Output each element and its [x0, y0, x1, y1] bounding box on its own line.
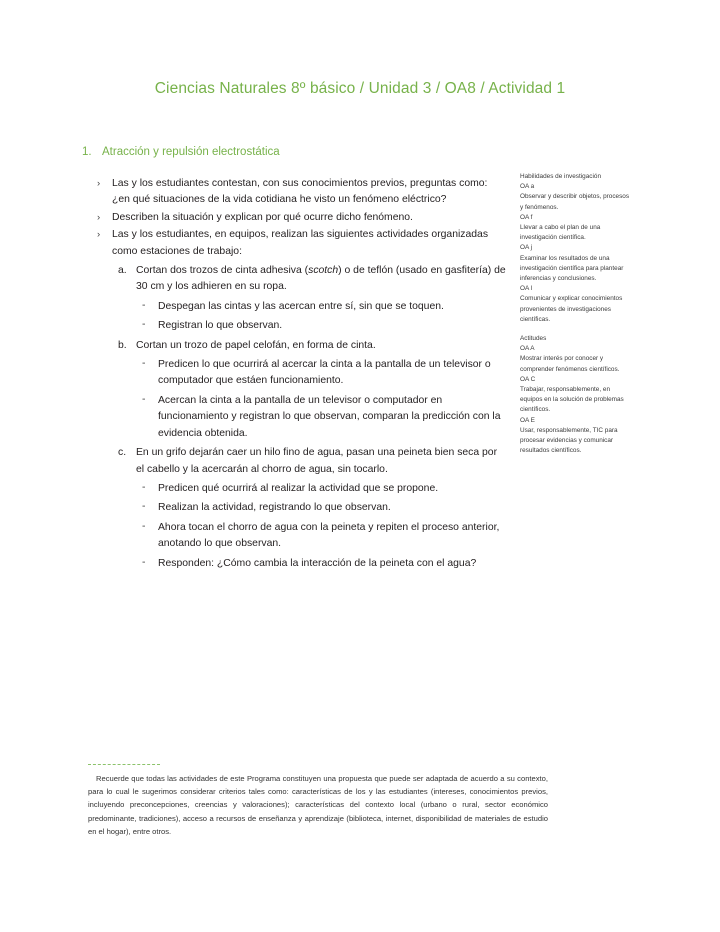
sidebar-entry-code: OA j — [520, 244, 533, 252]
sidebar-entry — [520, 416, 632, 457]
station-text: En un grifo dejarán caer un hilo fino de agua, pasan una peineta bien seca por el cabello y la acercarán al chorro de agua, sin tocarlo. — [136, 447, 498, 475]
chevron-icon: › — [97, 229, 101, 241]
sidebar-entry-code: OA l — [520, 285, 533, 293]
list-item-text: Describen la situación y explican por qué ocurre dicho fenómeno. — [112, 211, 413, 223]
sidebar-section-title: Actitudes — [520, 335, 547, 343]
station-text-before: Cortan dos trozos de cinta adhesiva ( — [136, 265, 309, 277]
station-item — [114, 338, 508, 354]
dash-icon: - — [142, 358, 146, 370]
station-label: c. — [118, 447, 127, 459]
sidebar-entry-text: Usar, responsablemente, TIC para procesar evidencias y comunicar resultados científicos. — [520, 426, 618, 455]
list-item-text: Las y los estudiantes, en equipos, realizan las siguientes actividades organizadas como estaciones de trabajo: — [112, 229, 489, 257]
station-item — [114, 445, 508, 478]
sidebar-entry — [520, 182, 632, 213]
list-item — [96, 176, 508, 209]
sidebar-spacer — [520, 325, 632, 334]
sidebar-section-title: Habilidades de investigación — [520, 173, 602, 180]
sidebar-entry-code: OA C — [520, 375, 536, 383]
objectives-sidebar — [520, 172, 632, 456]
sidebar-entry — [520, 284, 632, 325]
sidebar-entry — [520, 213, 632, 244]
activity-heading — [82, 146, 502, 158]
step-text: Registran lo que observan. — [158, 320, 283, 332]
step-item — [136, 299, 508, 315]
step-item — [136, 556, 508, 572]
chevron-icon: › — [97, 178, 101, 189]
step-text: Predicen qué ocurrirá al realizar la actividad que se propone. — [158, 482, 439, 494]
sidebar-entry — [520, 375, 632, 416]
sidebar-entry-code: OA a — [520, 183, 535, 191]
sidebar-entry-code: OA E — [520, 416, 535, 424]
station-text: Cortan un trozo de papel celofán, en forma de cinta. — [136, 339, 376, 351]
sidebar-entry-text: Llevar a cabo el plan de una investigación científica. — [520, 224, 601, 242]
sidebar-entry-text: Examinar los resultados de una investigación científica para plantear inferencias y conclusiones. — [520, 254, 624, 283]
sidebar-entry-code: OA f — [520, 213, 533, 221]
sidebar-entry — [520, 344, 632, 375]
station-text-italic: scotch — [308, 265, 339, 277]
sidebar-entry-text: Mostrar interés por conocer y comprender fenómenos científicos. — [520, 355, 620, 373]
chevron-icon: › — [97, 211, 101, 223]
step-text: Predicen lo que ocurrirá al acercar la cinta a la pantalla de un televisor o computador que estáen funcionamiento. — [158, 359, 491, 387]
step-text: Responden: ¿Cómo cambia la interacción de la peineta con el agua? — [158, 557, 477, 569]
sidebar-entry-code: OA A — [520, 345, 535, 353]
activity-title: Atracción y repulsión electrostática — [102, 146, 280, 158]
step-item — [136, 520, 508, 553]
step-item — [136, 500, 508, 516]
dash-icon: - — [142, 520, 146, 532]
station-steps — [114, 299, 508, 335]
dash-icon: - — [142, 501, 146, 513]
station-label: a. — [118, 265, 127, 277]
step-item — [136, 357, 508, 390]
sidebar-entry-text: Comunicar y explicar conocimientos provenientes de investigaciones científicas. — [520, 295, 623, 323]
step-text: Realizan la actividad, registrando lo que observan. — [158, 502, 391, 514]
step-item — [136, 481, 508, 497]
step-text: Despegan las cintas y las acercan entre sí, sin que se toquen. — [158, 300, 444, 312]
sidebar-entry-text: Trabajar, responsablemente, en equipos en la solución de problemas científicos. — [520, 386, 624, 414]
station-steps — [114, 481, 508, 572]
dash-icon: - — [142, 319, 146, 331]
step-text: Ahora tocan el chorro de agua con la peineta y repiten el proceso anterior, anotando lo que observan. — [158, 521, 500, 550]
sidebar-entry — [520, 243, 632, 284]
station-text-after: ) o de teflón (usado en gasfitería) de 30 cm y los adhieren en su ropa. — [136, 265, 506, 293]
footnote-text: Recuerde que todas las actividades de este Programa constituyen una propuesta que puede ser adaptada de acuerdo a su contexto, para lo cual le sugerimos considerar criterios tales como: características de los y las estudiantes (intereses, conocimientos previos, incluyendo preconcepciones, creencias y valoraciones); características del contexto local (urbano o rural, sector económico predominante, tradiciones), acceso a recursos de enseñanza y aprendizaje (biblioteca, internet, disponibilidad de materiales de estudio en el hogar), entre otros. — [88, 774, 548, 836]
footnote-separator — [88, 764, 160, 765]
page-title: Ciencias Naturales 8º básico / Unidad 3 / OA8 / Actividad 1 — [154, 80, 566, 97]
station-item — [114, 263, 508, 296]
step-item — [136, 393, 508, 442]
dash-icon: - — [142, 481, 146, 493]
footnote — [88, 772, 548, 838]
list-item-text: Las y los estudiantes contestan, con sus conocimientos previos, preguntas como: ¿en qué situaciones de la vida cotidiana he visto un fenómeno eléctrico? — [112, 178, 488, 206]
sidebar-section-habilidades — [520, 172, 632, 325]
station-steps — [114, 357, 508, 442]
station-label: b. — [118, 339, 127, 351]
sidebar-entry-text: Observar y describir objetos, procesos y fenómenos. — [520, 193, 630, 211]
step-text: Acercan la cinta a la pantalla de un televisor o computador en funcionamiento y registran lo que observan, comparan la predicción con la evidencia obtenida. — [158, 394, 501, 439]
list-item — [96, 210, 508, 226]
activity-number: 1. — [82, 146, 92, 158]
sidebar-section-actitudes — [520, 334, 632, 456]
station-text — [136, 263, 508, 296]
step-item — [136, 318, 508, 334]
dash-icon: - — [142, 299, 146, 311]
list-item — [96, 227, 508, 260]
main-content — [96, 176, 508, 572]
dash-icon: - — [142, 556, 146, 568]
dash-icon: - — [142, 393, 146, 405]
stations-list — [96, 263, 508, 572]
